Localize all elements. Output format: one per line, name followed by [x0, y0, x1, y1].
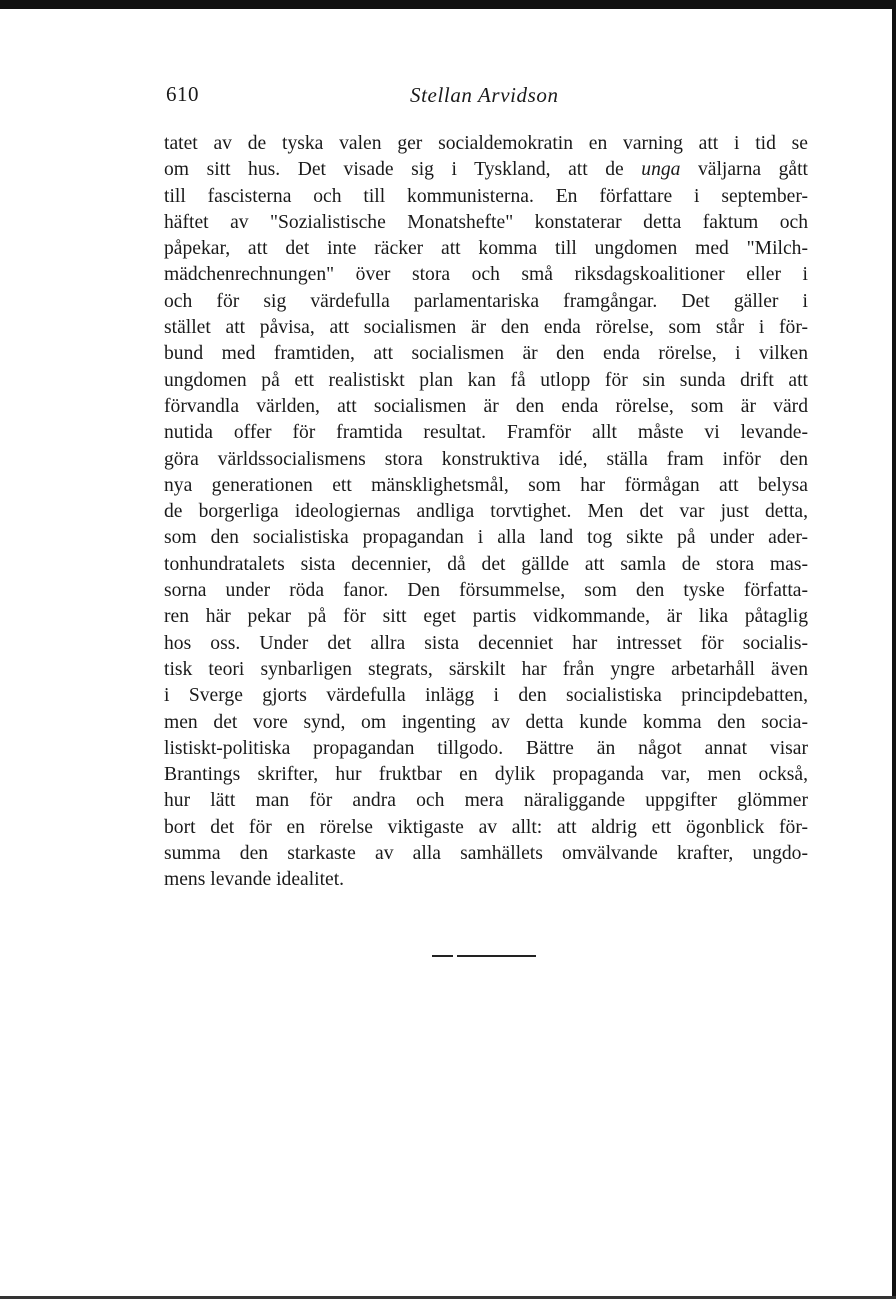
- text-line: listiskt-politiska propagandan tillgodo. Bättre än något annat visar: [164, 737, 808, 759]
- text-line: tisk teori synbarligen stegrats, särskilt har från yngre arbetarhåll även: [164, 658, 808, 680]
- text-line: mens levande idealitet.: [164, 869, 345, 891]
- scan-border-right: [892, 0, 896, 1299]
- page-header: [166, 82, 808, 112]
- text-line: till fascisterna och till kommunisterna. En författare i september-: [164, 185, 808, 207]
- text-line: hos oss. Under det allra sista decenniet har intresset för socialis-: [164, 632, 808, 654]
- text-segment: väljarna gått: [680, 159, 808, 181]
- text-line: nutida offer för framtida resultat. Framför allt måste vi levande-: [164, 422, 808, 444]
- page-number: 610: [166, 82, 199, 106]
- text-line: tatet av de tyska valen ger socialdemokratin en varning att i tid se: [164, 133, 808, 154]
- text-line: ungdomen på ett realistiskt plan kan få utlopp för sin sunda drift att: [164, 369, 808, 391]
- text-line: påpekar, att det inte räcker att komma till ungdomen med "Milch-: [164, 238, 808, 260]
- text-line: bort det för en rörelse viktigaste av allt: att aldrig ett ögonblick för-: [164, 816, 808, 838]
- text-line: göra världssocialismens stora konstruktiva idé, ställa fram inför den: [164, 448, 808, 470]
- text-line: men det vore synd, om ingenting av detta kunde komma den socia-: [164, 711, 808, 733]
- text-line: de borgerliga ideologiernas andliga torvtighet. Men det var just detta,: [164, 501, 808, 523]
- text-line: summa den starkaste av alla samhällets omvälvande krafter, ungdo-: [164, 843, 808, 865]
- text-line: hur lätt man för andra och mera näraliggande uppgifter glömmer: [164, 790, 808, 812]
- section-divider-long: [457, 955, 536, 957]
- scan-border-top: [0, 0, 896, 9]
- text-segment: om sitt hus. Det visade sig i Tyskland, att de: [164, 159, 642, 181]
- text-line: i Sverge gjorts värdefulla inlägg i den socialistiska principdebatten,: [164, 685, 808, 707]
- text-line: sorna under röda fanor. Den försummelse, som den tyske författa-: [164, 580, 808, 602]
- section-divider-short: [432, 955, 453, 957]
- text-line: som den socialistiska propagandan i alla land tog sikte på under ader-: [164, 527, 808, 549]
- running-title: Stellan Arvidson: [410, 83, 559, 107]
- text-line: stället att påvisa, att socialismen är den enda rörelse, som står i för-: [164, 317, 808, 339]
- text-line: ren här pekar på för sitt eget partis vidkommande, är lika påtaglig: [164, 606, 808, 628]
- text-line: [164, 157, 808, 183]
- text-line: tonhundratalets sista decennier, då det gällde att samla de stora mas-: [164, 553, 808, 575]
- text-line: bund med framtiden, att socialismen är den enda rörelse, i vilken: [164, 343, 808, 365]
- text-line: och för sig värdefulla parlamentariska framgångar. Det gäller i: [164, 290, 808, 312]
- emphasis-text: unga: [641, 159, 681, 181]
- text-line: förvandla världen, att socialismen är den enda rörelse, som är värd: [164, 395, 808, 417]
- text-line: nya generationen ett mänsklighetsmål, som har förmågan att belysa: [164, 474, 808, 496]
- text-line: häftet av "Sozialistische Monatshefte" konstaterar detta faktum och: [164, 211, 808, 233]
- body-paragraph: [164, 131, 808, 894]
- text-line: mädchenrechnungen" över stora och små riksdagskoalitioner eller i: [164, 264, 808, 286]
- text-line: Brantings skrifter, hur fruktbar en dylik propaganda var, men också,: [164, 764, 808, 786]
